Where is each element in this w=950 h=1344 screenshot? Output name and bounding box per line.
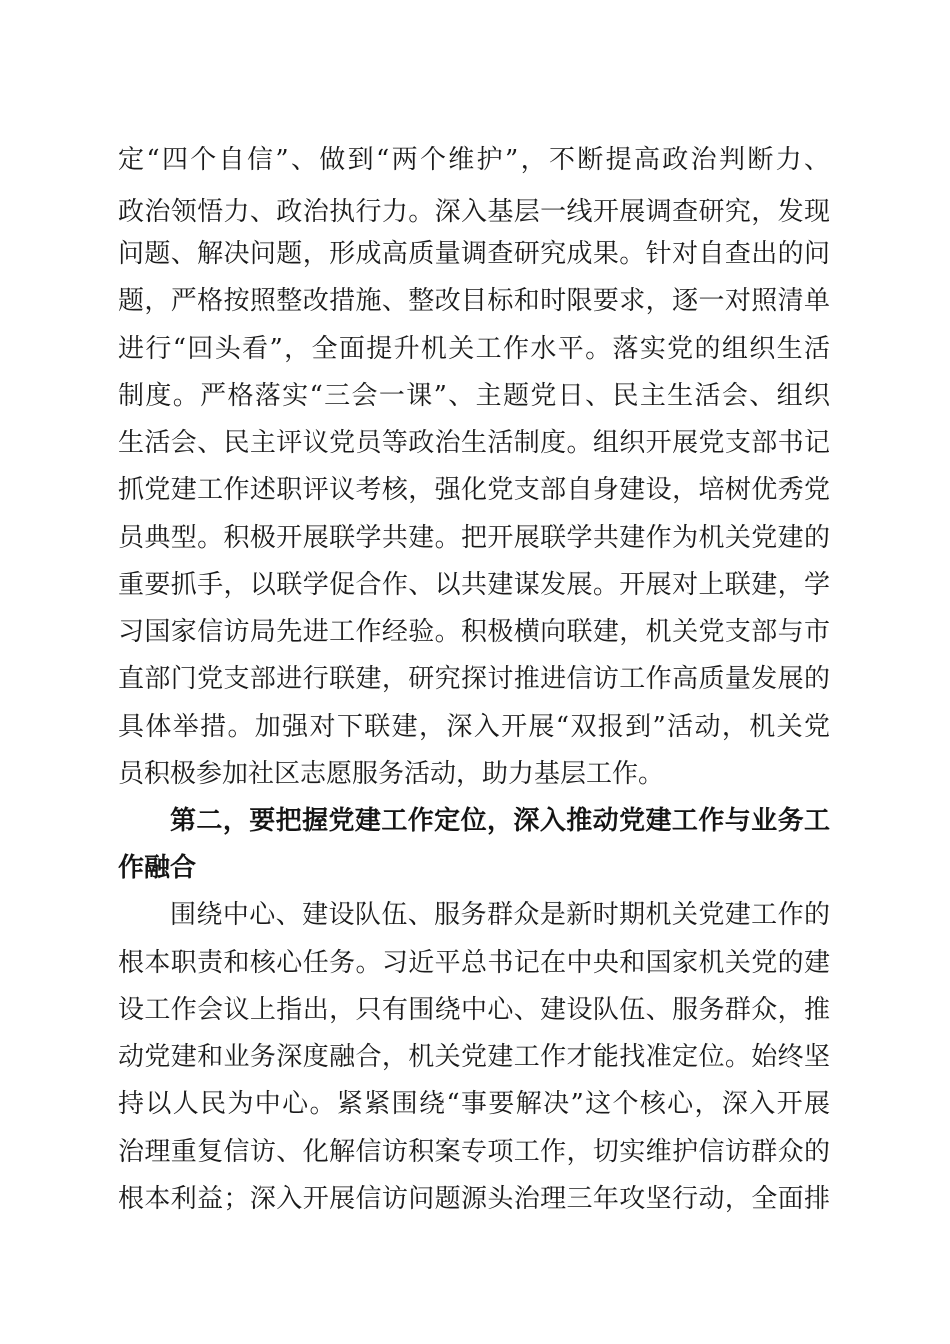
body-text-line: 抓党建工作述职评议考核，强化党支部自身建设，培树优秀党 — [118, 475, 830, 505]
body-text-line: 动党建和业务深度融合，机关党建工作才能找准定位。始终坚 — [118, 1042, 830, 1072]
body-text-line: 具体举措。加强对下联建，深入开展“双报到”活动，机关党 — [118, 712, 830, 742]
body-text-line: 员积极参加社区志愿服务活动，助力基层工作。 — [118, 759, 665, 789]
body-text-line: 进行“回头看”，全面提升机关工作水平。落实党的组织生活 — [118, 334, 830, 364]
body-text-line: 生活会、民主评议党员等政治生活制度。组织开展党支部书记 — [118, 428, 830, 458]
body-text-line: 持以人民为中心。紧紧围绕“事要解决”这个核心，深入开展 — [118, 1089, 830, 1119]
body-text-line: 制度。严格落实“三会一课”、主题党日、民主生活会、组织 — [118, 381, 830, 411]
body-text-line: 根本职责和核心任务。习近平总书记在中央和国家机关党的建 — [118, 948, 830, 978]
body-text-line: 治理重复信访、化解信访积案专项工作，切实维护信访群众的 — [118, 1137, 830, 1167]
body-text-line: 题，严格按照整改措施、整改目标和时限要求，逐一对照清单 — [118, 286, 830, 316]
body-text-line: 重要抓手，以联学促合作、以共建谋发展。开展对上联建，学 — [118, 570, 830, 600]
paragraph-first-line: 围绕中心、建设队伍、服务群众是新时期机关党建工作的 — [170, 900, 830, 930]
body-text-line: 定“四个自信”、做到“两个维护”，不断提高政治判断力、 — [118, 145, 830, 175]
body-text-line: 员典型。积极开展联学共建。把开展联学共建作为机关党建的 — [118, 523, 830, 553]
section-heading-continuation: 作融合 — [118, 853, 197, 883]
body-text-line: 习国家信访局先进工作经验。积极横向联建，机关党支部与市 — [118, 617, 830, 647]
body-text-line: 问题、解决问题，形成高质量调查研究成果。针对自查出的问 — [118, 239, 830, 269]
body-text-line: 根本利益；深入开展信访问题源头治理三年攻坚行动，全面排 — [118, 1184, 830, 1214]
section-heading: 第二，要把握党建工作定位，深入推动党建工作与业务工 — [170, 806, 830, 836]
body-text-line: 直部门党支部进行联建，研究探讨推进信访工作高质量发展的 — [118, 664, 830, 694]
body-text-line: 政治领悟力、政治执行力。深入基层一线开展调查研究，发现 — [118, 197, 830, 227]
body-text-line: 设工作会议上指出，只有围绕中心、建设队伍、服务群众，推 — [118, 995, 830, 1025]
